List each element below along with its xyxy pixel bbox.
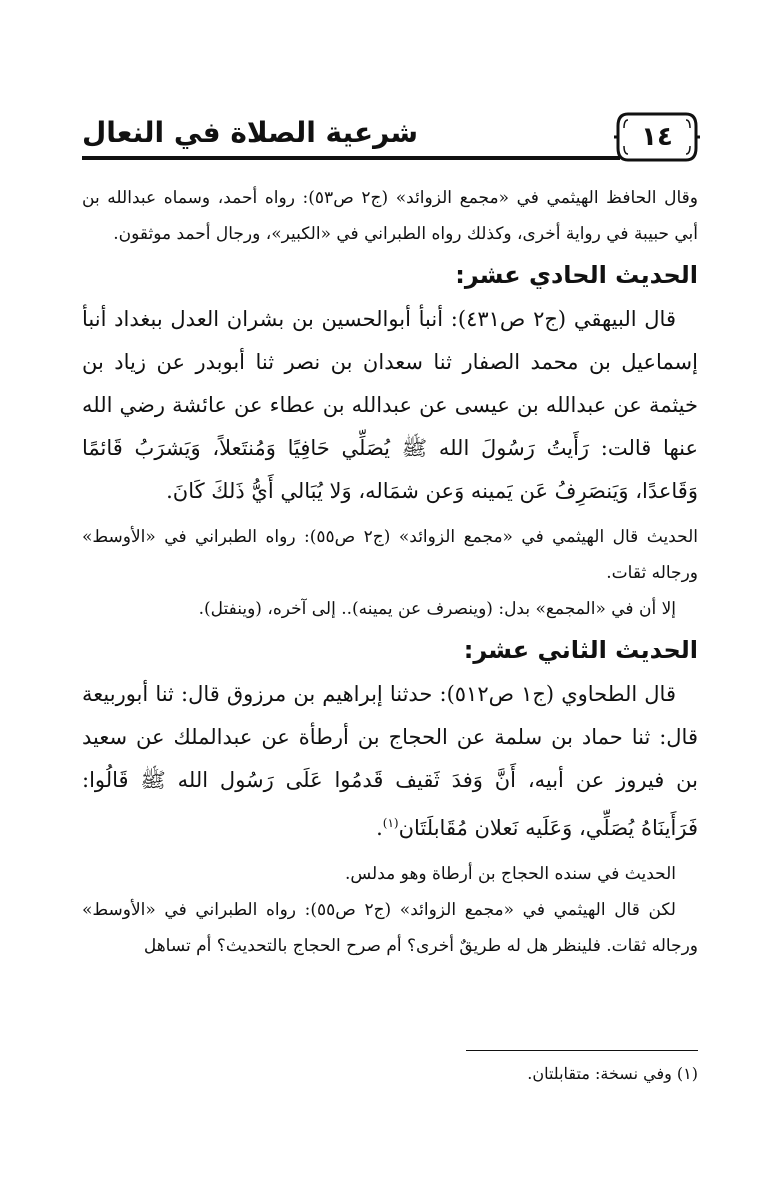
page-body [82, 168, 698, 964]
tahawi-hadith-text: قال الطحاوي (ج١ ص٥١٢): حدثنا إبراهيم بن مرزوق قال: ثنا أبوربيعة قال: ثنا حماد بن سلمة عن الحجاج بن أرطأة عن عبدالملك عن سعيد بن فيروز عن أبيه، أَنَّ وَفدَ ثَقيف قَدمُوا عَلَى رَسُول الله ﷺ قَالُوا: فَرَأَينَاهُ يُصَلِّي، وَعَلَيه نَعلان مُقَابلَتَان [82, 682, 698, 840]
footnote-rule [466, 1050, 698, 1051]
paragraph-haythami-note: وقال الحافظ الهيثمي في «مجمع الزوائد» (ج٢ ص٥٣): رواه أحمد، وسماه عبدالله بن أبي حبيبة في رواية أخرى، وكذلك رواه الطبراني في «الكبير»، ورجال أحمد موثقون. [82, 188, 699, 244]
page-header [82, 108, 700, 170]
paragraph-tahawi-hadith [82, 673, 698, 850]
section-heading-hadith-12: الحديث الثاني عشر: [463, 636, 698, 664]
paragraph-hadith-12-grading: لكن قال الهيثمي في «مجمع الزوائد» (ج٢ ص٥٥): رواه الطبراني في «الأوسط» ورجاله ثقات. فلينظر هل له طريقٌ أخرى؟ أم صرح الحجاج بالتحديث؟ أم تساهل [82, 900, 698, 956]
section-heading-hadith-11: الحديث الحادي عشر: [455, 261, 698, 289]
running-title: شرعية الصلاة في النعال [82, 116, 419, 149]
paragraph-majma-variant: إلا أن في «المجمع» بدل: (وينصرف عن يمينه).. إلى آخره، (وينفتل). [198, 599, 676, 619]
header-rule [82, 156, 620, 160]
page-number-badge [614, 108, 700, 166]
tahawi-hadith-end: . [376, 816, 383, 840]
footnote-marker: (١) [382, 816, 399, 830]
paragraph-hadith-11-grading: الحديث قال الهيثمي في «مجمع الزوائد» (ج٢ ص٥٥): رواه الطبراني في «الأوسط» ورجاله ثقات. [82, 527, 698, 583]
page-number: ١٤ [641, 122, 673, 152]
paragraph-bayhaqi-hadith: قال البيهقي (ج٢ ص٤٣١): أنبأ أبوالحسين بن بشران العدل ببغداد أنبأ إسماعيل بن محمد الصفار ثنا سعدان بن نصر ثنا أبوبدر عن زياد بن خيثمة عن عبدالله بن عيسى عن عبدالله بن عطاء عن عائشة رضي الله عنها قالت: رَأَيتُ رَسُولَ الله ﷺ يُصَلِّي حَافِيًا وَمُنتَعلاً، وَيَشرَبُ قَائمًا وَقَاعدًا، وَيَنصَرِفُ عَن يَمينه وَعن شمَاله، وَلا يُبَالي أَيُّ ذَلكَ كَانَ. [82, 307, 698, 503]
footnote: (١) وفي نسخة: متقابلتان. [527, 1064, 698, 1083]
paragraph-hajjaj-mudallis: الحديث في سنده الحجاج بن أرطاة وهو مدلس. [344, 864, 676, 884]
